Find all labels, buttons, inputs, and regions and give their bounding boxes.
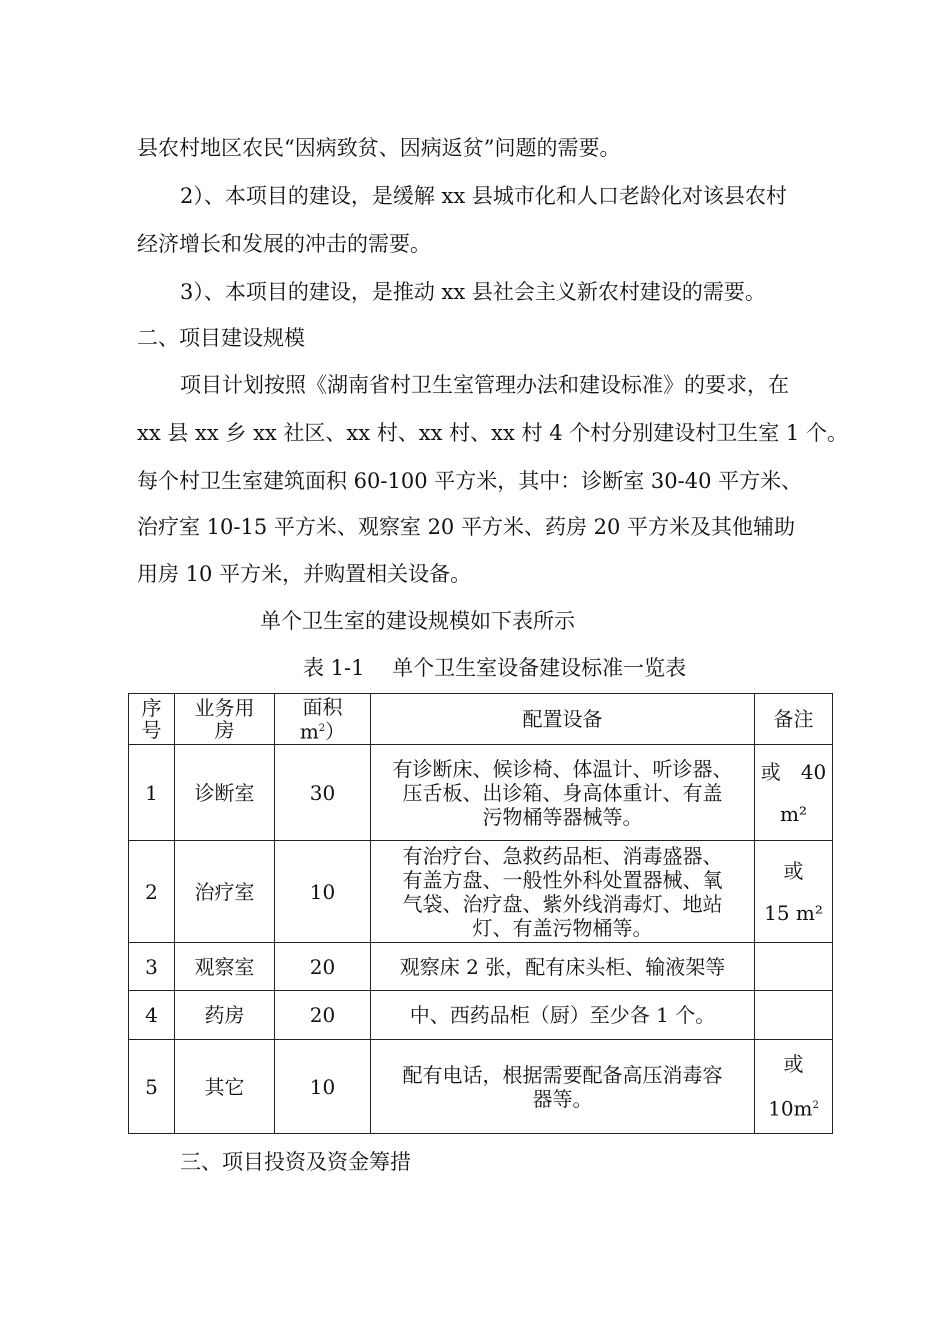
cell-equipment: 有诊断床、候诊椅、体温计、听诊器、 压舌板、出诊箱、身高体重计、有盖 污物桶等器械等。 (371, 745, 755, 841)
cell-note: 或 15 m² (755, 841, 833, 943)
paragraph-line: 用房 10 平方米，并购置相关设备。 (137, 562, 472, 586)
cell-area: 20 (275, 943, 371, 991)
header-equipment: 配置设备 (371, 694, 755, 745)
cell-no: 1 (129, 745, 175, 841)
cell-note: 或 40 m² (755, 745, 833, 841)
table-row (129, 943, 833, 991)
cell-note: 或 $10m^2$ (755, 1040, 833, 1134)
header-no: 序 号 (129, 694, 175, 745)
table-row (129, 841, 833, 943)
section-heading: 二、项目建设规模 (137, 326, 305, 350)
paragraph-line: 每个村卫生室建筑面积 60-100 平方米，其中：诊断室 30-40 平方米、 (137, 469, 803, 493)
cell-area: 10 (275, 1040, 371, 1134)
table-header-row (129, 694, 833, 745)
paragraph-line: 项目计划按照《湖南省村卫生室管理办法和建设标准》的要求，在 (180, 373, 789, 397)
cell-no: 5 (129, 1040, 175, 1134)
paragraph-line: 治疗室 10-15 平方米、观察室 20 平方米、药房 20 平方米及其他辅助 (137, 515, 796, 539)
cell-equipment: 配有电话，根据需要配备高压消毒容 器等。 (371, 1040, 755, 1134)
equipment-standard-table (128, 693, 833, 1134)
cell-equipment: 观察床 2 张，配有床头柜、输液架等 (371, 943, 755, 991)
cell-no: 2 (129, 841, 175, 943)
cell-area: 30 (275, 745, 371, 841)
cell-note (755, 991, 833, 1040)
cell-room: 药房 (175, 991, 275, 1040)
cell-equipment: 有治疗台、急救药品柜、消毒盛器、 有盖方盘、一般性外科处置器械、氧 气袋、治疗盘、紫外线消毒灯、地站 灯、有盖污物桶等。 (371, 841, 755, 943)
cell-area: 10 (275, 841, 371, 943)
cell-room: 治疗室 (175, 841, 275, 943)
cell-no: 3 (129, 943, 175, 991)
header-note: 备注 (755, 694, 833, 745)
header-room: 业务用 房 (175, 694, 275, 745)
paragraph-line: 3）、本项目的建设，是推动 xx 县社会主义新农村建设的需要。 (180, 280, 766, 304)
header-area: 面积 $m^2$） (275, 694, 371, 745)
paragraph-line: xx 县 xx 乡 xx 社区、xx 村、xx 村、xx 村 4 个村分别建设村卫生室 1 个。 (137, 421, 848, 445)
table-intro: 单个卫生室的建设规模如下表所示 (260, 609, 575, 633)
paragraph-line: 2）、本项目的建设，是缓解 xx 县城市化和人口老龄化对该县农村 (180, 184, 787, 208)
cell-room: 观察室 (175, 943, 275, 991)
table-caption: 表 1-1 单个卫生室设备建设标准一览表 (303, 656, 687, 680)
cell-room: 其它 (175, 1040, 275, 1134)
paragraph-line: 县农村地区农民“因病致贫、因病返贫”问题的需要。 (137, 136, 621, 160)
paragraph-line: 经济增长和发展的冲击的需要。 (137, 232, 431, 256)
table-row (129, 991, 833, 1040)
cell-equipment: 中、西药品柜（厨）至少各 1 个。 (371, 991, 755, 1040)
table-row (129, 1040, 833, 1134)
cell-no: 4 (129, 991, 175, 1040)
cell-area: 20 (275, 991, 371, 1040)
cell-room: 诊断室 (175, 745, 275, 841)
cell-note (755, 943, 833, 991)
section-heading: 三、项目投资及资金筹措 (180, 1150, 411, 1174)
table-row (129, 745, 833, 841)
